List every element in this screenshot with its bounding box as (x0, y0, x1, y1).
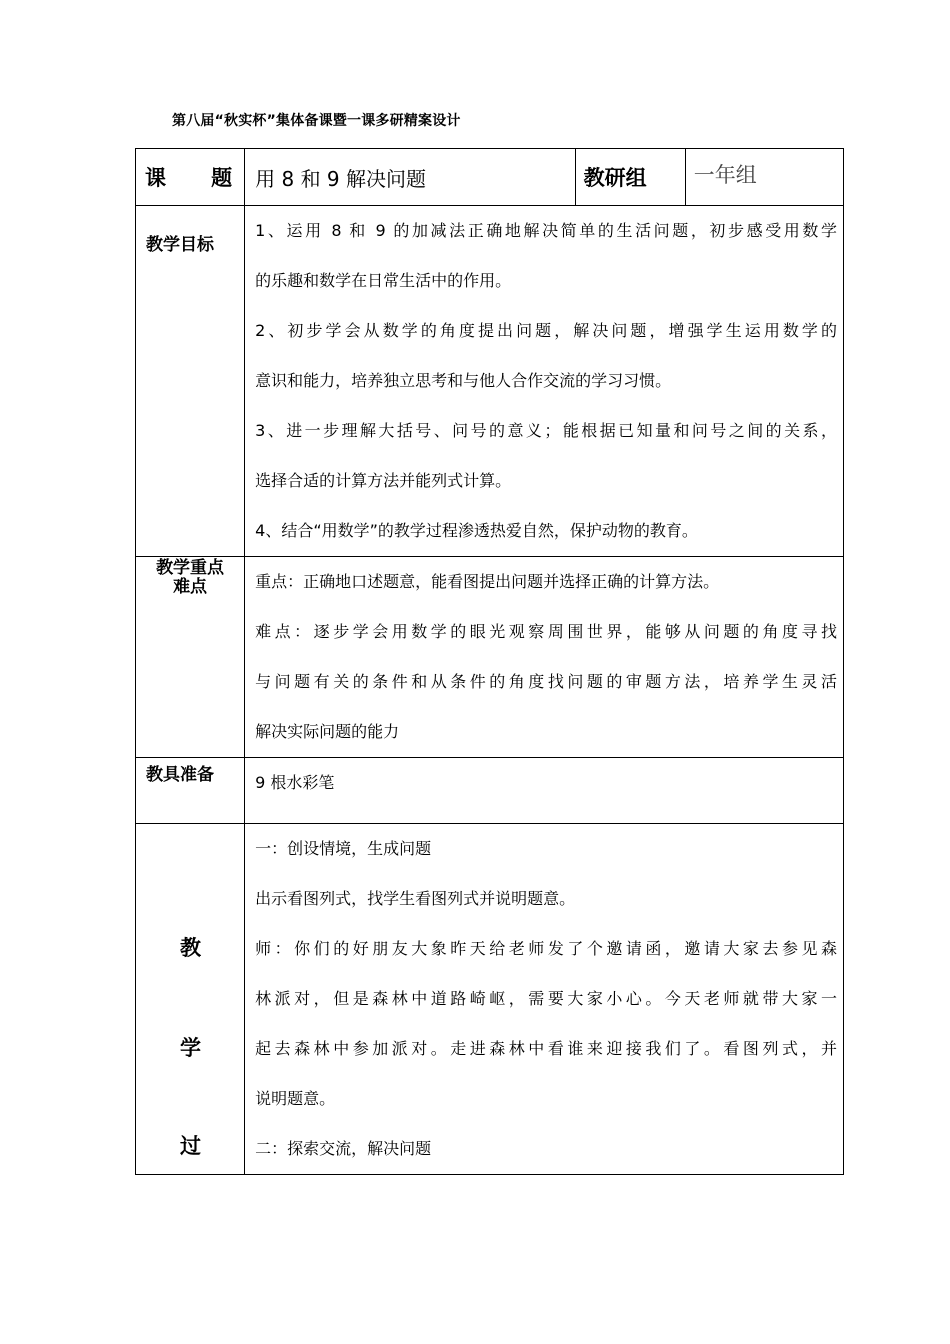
process-line: 师：你们的好朋友大象昨天给老师发了个邀请函，邀请大家去参见森 (255, 939, 837, 958)
process-label-cell (136, 824, 245, 1175)
key-points-row (136, 557, 844, 758)
process-line: 林派对，但是森林中道路崎岖，需要大家小心。今天老师就带大家一 (255, 989, 837, 1008)
topic-value-cell (245, 149, 575, 206)
preparation-label-cell (136, 758, 245, 824)
key-points-line: 难点：逐步学会用数学的眼光观察周围世界，能够从问题的角度寻找 (255, 622, 837, 641)
topic-label-cell (136, 149, 245, 206)
lesson-plan-table (135, 148, 844, 1175)
process-line: 二：探索交流，解决问题 (255, 1139, 432, 1158)
process-line: 出示看图列式，找学生看图列式并说明题意。 (255, 889, 576, 908)
process-row (136, 824, 844, 1175)
document-header: 第八届“秋实杯”集体备课暨一课多研精案设计 (172, 113, 461, 129)
topic-label-char-1: 课 (145, 166, 166, 190)
process-line: 一：创设情境，生成问题 (255, 839, 432, 858)
key-points-line: 与问题有关的条件和从条件的角度找问题的审题方法，培养学生灵活 (255, 672, 837, 691)
goals-line: 意识和能力，培养独立思考和与他人合作交流的学习习惯。 (255, 371, 672, 390)
preparation-content-cell (245, 758, 844, 824)
group-value-cell (685, 149, 843, 206)
preparation-row (136, 758, 844, 824)
goals-line: 1、运用 8 和 9 的加减法正确地解决简单的生活问题，初步感受用数学 (255, 221, 837, 240)
process-label-char: 教 (180, 936, 201, 960)
key-points-content-cell (245, 557, 844, 758)
goals-label: 教学目标 (146, 235, 214, 255)
process-label-char: 过 (180, 1134, 201, 1158)
preparation-label: 教具准备 (146, 765, 214, 785)
key-points-label-line-1: 教学重点 (156, 558, 225, 578)
process-line: 说明题意。 (255, 1089, 336, 1108)
goals-line: 4、结合“用数学”的教学过程渗透热爱自然，保护动物的教育。 (255, 521, 698, 540)
goals-line: 2、初步学会从数学的角度提出问题，解决问题，增强学生运用数学的 (255, 321, 837, 340)
group-value: 一年组 (693, 163, 757, 187)
topic-row (136, 149, 844, 206)
preparation-value: 9 根水彩笔 (255, 773, 335, 792)
goals-line: 3、进一步理解大括号、问号的意义；能根据已知量和问号之间的关系， (255, 421, 837, 440)
process-label-char: 学 (180, 1036, 201, 1060)
goals-label-cell (136, 206, 245, 557)
goals-line: 的乐趣和数学在日常生活中的作用。 (255, 271, 512, 290)
process-line: 起去森林中参加派对。走进森林中看谁来迎接我们了。看图列式，并 (255, 1039, 837, 1058)
process-content-cell (245, 824, 844, 1175)
topic-value: 用 8 和 9 解决问题 (255, 166, 427, 191)
goals-content-cell (245, 206, 844, 557)
key-points-label-line-2: 难点 (173, 577, 208, 597)
goals-line: 选择合适的计算方法并能列式计算。 (255, 471, 512, 490)
topic-label-char-2: 题 (211, 166, 233, 190)
group-label-cell (575, 149, 685, 206)
goals-row (136, 206, 844, 557)
key-points-line: 重点：正确地口述题意，能看图提出问题并选择正确的计算方法。 (255, 572, 720, 591)
group-label: 教研组 (583, 166, 647, 190)
key-points-line: 解决实际问题的能力 (255, 722, 400, 741)
key-points-label-cell (136, 557, 245, 758)
